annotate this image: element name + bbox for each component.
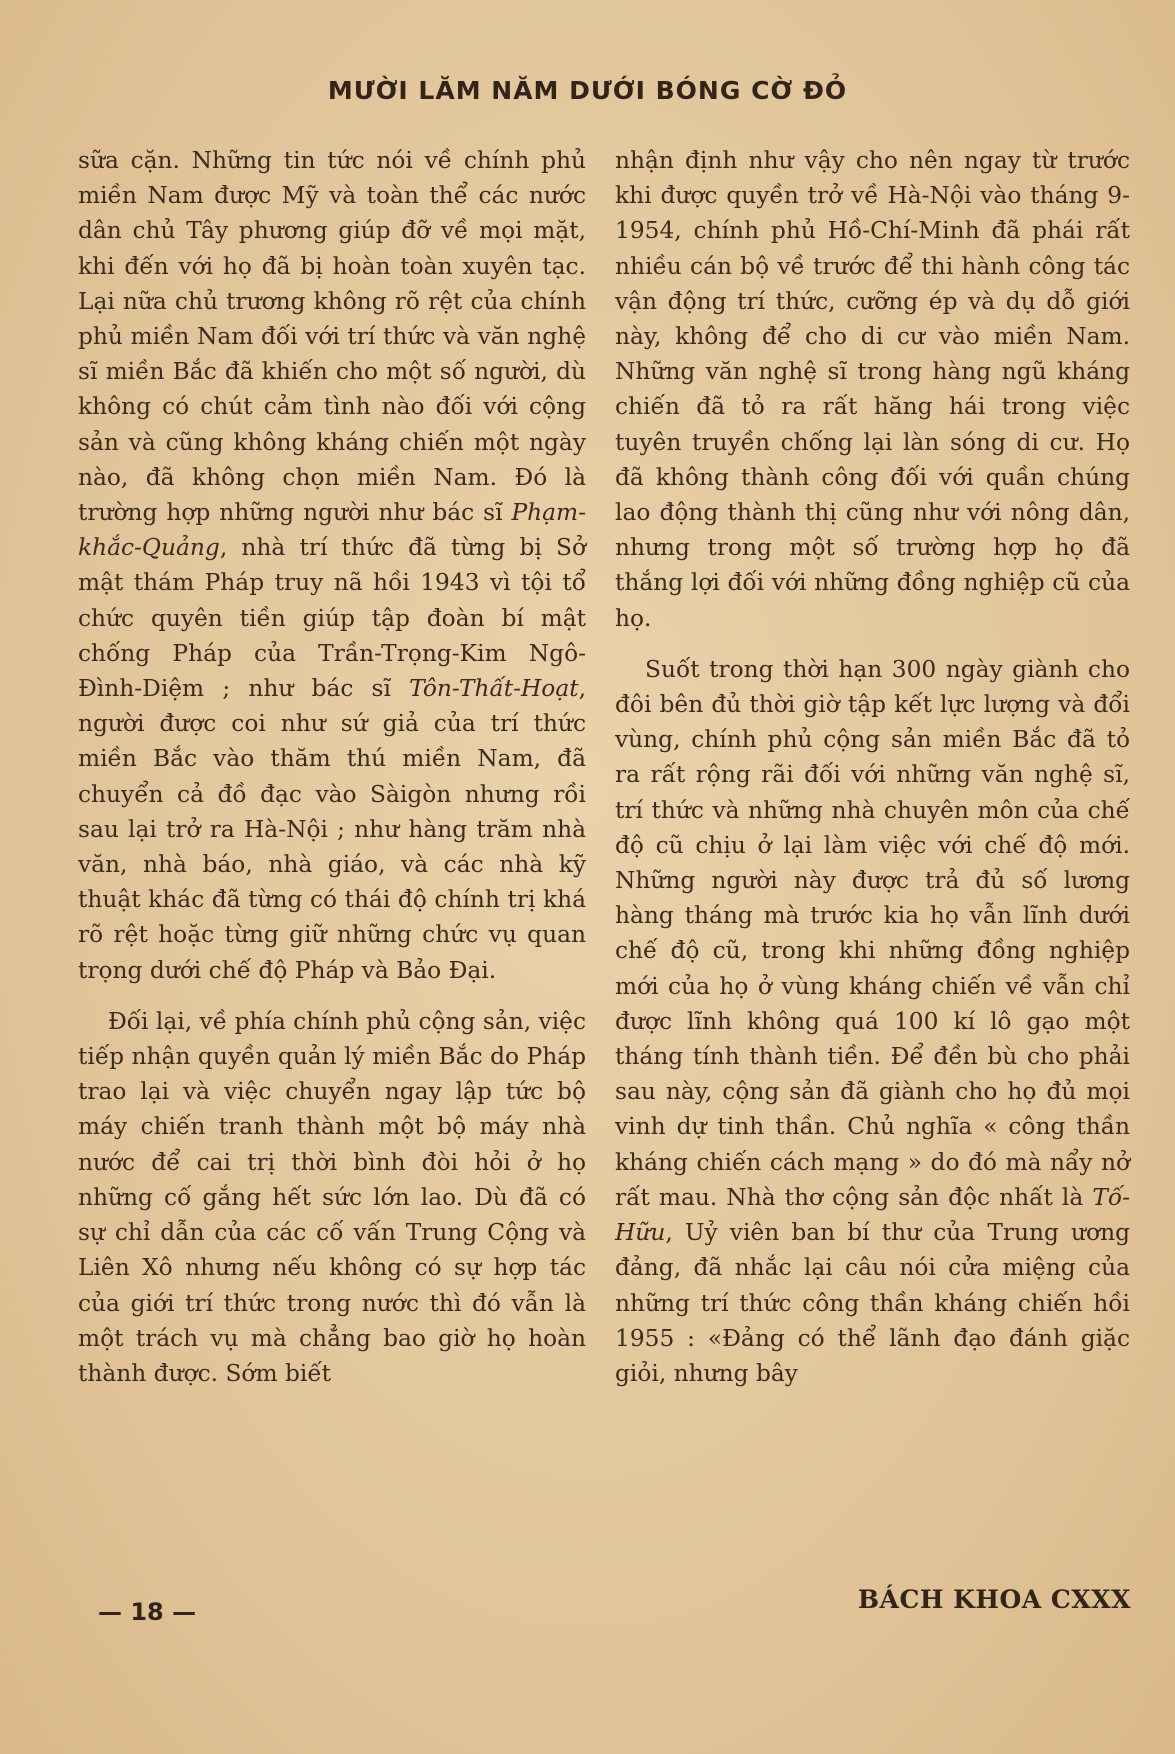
text-run: , người được coi như sứ giả của trí thức miền Bắc vào thăm thú miền Nam, đã chuyển cả đồ đạc vào Sàigòn nhưng rồi sau lại trở ra Hà-Nội ; như hàng trăm nhà văn, nhà báo, nhà giáo, và các nhà kỹ thuật khác đã từng có thái độ chính trị khá rõ rệt hoặc từng giữ những chức vụ quan trọng dưới chế độ Pháp và Bảo Đại.: [78, 675, 586, 984]
person-name: Phạm-khắc-Quảng: [78, 499, 586, 562]
paragraph: nhận định như vậy cho nên ngay từ trước khi được quyền trở về Hà-Nội vào tháng 9-1954, chính phủ Hồ-Chí-Minh đã phái rất nhiều cán bộ về trước để thi hành công tác vận động trí thức, cưỡng ép và dụ dỗ giới này, không để cho di cư vào miền Nam. Những văn nghệ sĩ trong hàng ngũ kháng chiến đã tỏ ra rất hăng hái trong việc tuyên truyền chống lại làn sóng di cư. Họ đã không thành công đối với quần chúng lao động thành thị cũng như với nông dân, nhưng trong một số trường hợp họ đã thắng lợi đối với những đồng nghiệp cũ của họ.: [615, 147, 1130, 632]
paragraph: Đối lại, về phía chính phủ cộng sản, việc tiếp nhận quyền quản lý miền Bắc do Pháp trao lại và việc chuyển ngay lập tức bộ máy chiến tranh thành một bộ máy nhà nước để cai trị thời bình đòi hỏi ở họ những cố gắng hết sức lớn lao. Dù đã có sự chỉ dẫn của các cố vấn Trung Cộng và Liên Xô nhưng nếu không có sự hợp tác của giới trí thức trong nước thì đó vẫn là một trách vụ mà chẳng bao giờ họ hoàn thành được. Sớm biết: [78, 1007, 586, 1387]
person-name: Tố-Hữu: [615, 1183, 1130, 1247]
text-run: , nhà trí thức đã từng bị Sở mật thám Pháp truy nã hồi 1943 vì tội tổ chức quyên tiền giúp tập đoàn bí mật chống Pháp của Trần-Trọng-Kim Ngô-Đình-Diệm ; như bác sĩ: [78, 534, 586, 703]
text-run: sữa cặn. Những tin tức nói về chính phủ miền Nam được Mỹ và toàn thể các nước dân chủ Tây phương giúp đỡ về mọi mặt, khi đến với họ đã bị hoàn toàn xuyên tạc. Lại nữa chủ trương không rõ rệt của chính phủ miền Nam đối với trí thức và văn nghệ sĩ miền Bắc đã khiến cho một số người, dù không có chút cảm tình nào đối với cộng sản và cũng không kháng chiến một ngày nào, đã không chọn miền Nam. Đó là trường hợp những người như bác sĩ: [78, 147, 586, 527]
paragraph: [78, 143, 586, 988]
page-number: — 18 —: [98, 1598, 197, 1626]
text-run: , Uỷ viên ban bí thư của Trung ương đảng, đã nhắc lại câu nói cửa miệng của những trí thức công thần kháng chiến hồi 1955 : «Đảng có thể lãnh đạo đánh giặc giỏi, nhưng bây: [615, 1219, 1130, 1387]
person-name: Tôn-Thất-Hoạt: [409, 675, 579, 703]
magazine-footer: BÁCH KHOA CXXX: [857, 1585, 1131, 1614]
left-column: [78, 143, 586, 1391]
paragraph: [615, 652, 1130, 1391]
running-header: MƯỜI LĂM NĂM DƯỚI BÓNG CỜ ĐỎ: [327, 76, 848, 105]
text-run: Suốt trong thời hạn 300 ngày giành cho đôi bên đủ thời giờ tập kết lực lượng và đổi vùng, chính phủ cộng sản miền Bắc đã tỏ ra rất rộng rãi đối với những văn nghệ sĩ, trí thức và những nhà chuyên môn của chế độ cũ chịu ở lại làm việc với chế độ mới. Những người này được trả đủ số lương hàng tháng mà trước kia họ vẫn lĩnh dưới chế độ cũ, trong khi những đồng nghiệp mới của họ ở vùng kháng chiến về vẫn chỉ được lĩnh không quá 100 kí lô gạo một tháng tính thành tiền. Để đền bù cho phải sau này, cộng sản đã giành cho họ đủ mọi vinh dự tinh thần. Chủ nghĩa « công thần kháng chiến cách mạng » do đó mà nẩy nở rất mau. Nhà thơ cộng sản độc nhất là: [615, 655, 1130, 1211]
right-column: [615, 143, 1130, 1391]
